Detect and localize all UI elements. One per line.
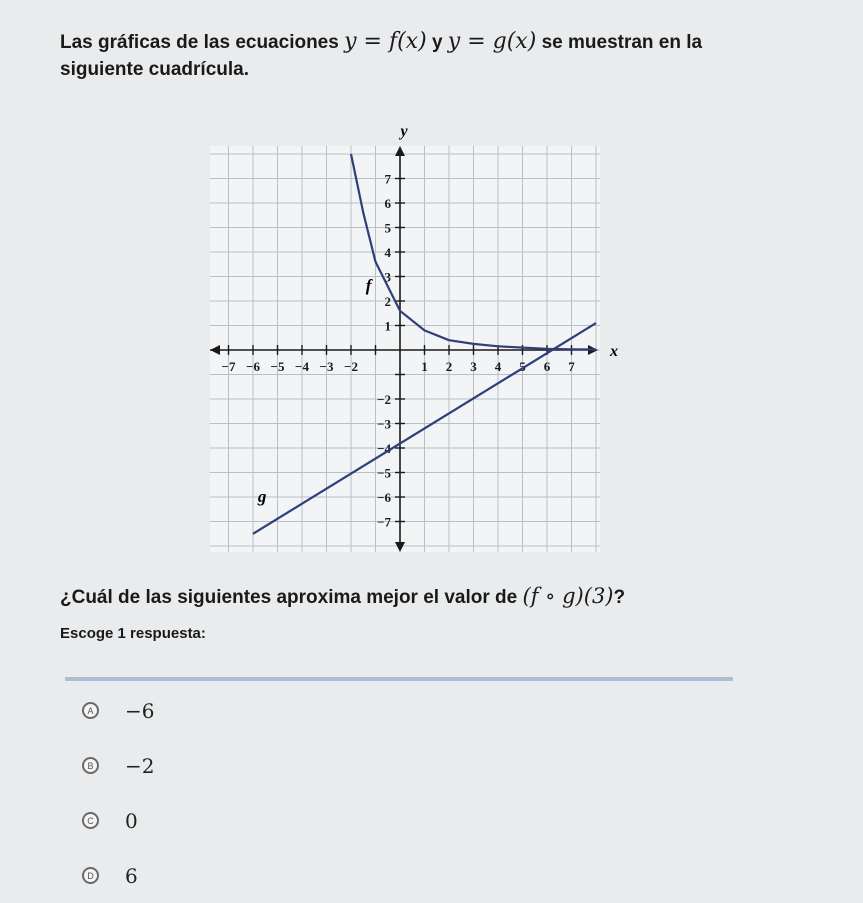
option-b[interactable] (82, 738, 154, 793)
x-tick-label: 3 (470, 359, 477, 374)
question-text-start: ¿Cuál de las siguientes aproxima mejor el valor de (60, 587, 523, 608)
y-tick-label: 6 (384, 196, 391, 211)
graph-svg (200, 118, 620, 558)
x-tick-label: 7 (568, 359, 575, 374)
question-expression: (f ∘ g)(3) (522, 584, 614, 608)
y-tick-label: 7 (384, 171, 391, 187)
x-tick-label: −3 (319, 359, 334, 374)
y-tick-label: −5 (377, 465, 391, 481)
x-tick-label: −5 (270, 359, 285, 374)
x-tick-label: 5 (519, 359, 526, 374)
option-c[interactable] (82, 793, 154, 848)
question-text-end: ? (613, 587, 626, 608)
radio-d[interactable]: D (82, 867, 99, 884)
divider (65, 677, 733, 681)
intro-conjunction: y (426, 32, 448, 53)
option-a-value: −6 (125, 698, 155, 723)
option-a[interactable] (82, 683, 154, 738)
option-c-value: 0 (125, 808, 138, 833)
radio-a[interactable]: A (82, 702, 99, 719)
option-b-value: −2 (125, 753, 155, 778)
x-tick-label: 2 (445, 359, 453, 374)
y-tick-label: 1 (384, 318, 391, 334)
curve-label-g: g (257, 486, 267, 506)
x-tick-label: −7 (221, 359, 236, 374)
radio-c[interactable]: C (82, 812, 99, 829)
x-axis-label: x (610, 343, 618, 360)
y-tick-label: 3 (384, 269, 391, 285)
y-tick-label: −2 (377, 392, 391, 407)
x-tick-label: −4 (295, 359, 309, 374)
question-text (60, 584, 820, 609)
intro-text-start: Las gráficas de las ecuaciones (60, 32, 345, 53)
x-tick-label: −6 (246, 359, 260, 374)
answer-instruction: Escoge 1 respuesta: (60, 625, 206, 642)
x-tick-label: 6 (543, 359, 551, 374)
y-tick-label: 2 (384, 294, 391, 309)
y-axis-label: y (400, 123, 408, 140)
option-d[interactable] (82, 848, 154, 903)
equation-f: y = f(x) (344, 29, 427, 54)
problem-statement (60, 28, 780, 83)
radio-b[interactable]: B (82, 757, 99, 774)
y-tick-label: −6 (377, 490, 391, 505)
coordinate-graph (200, 118, 620, 558)
y-tick-label: −7 (377, 514, 391, 530)
y-tick-label: −3 (377, 416, 391, 432)
equation-g: y = g(x) (447, 29, 537, 54)
answer-options (82, 683, 154, 903)
y-tick-label: 4 (384, 245, 391, 260)
option-d-value: 6 (125, 863, 138, 888)
intro-text-end: se muestran en la siguiente cuadrícula. (60, 32, 703, 80)
x-tick-label: 1 (421, 359, 428, 374)
x-tick-label: −2 (344, 359, 358, 374)
y-tick-label: −4 (377, 441, 391, 456)
y-tick-label: 5 (384, 220, 391, 236)
curve-label-f: f (365, 276, 372, 296)
x-tick-label: 4 (494, 359, 502, 374)
